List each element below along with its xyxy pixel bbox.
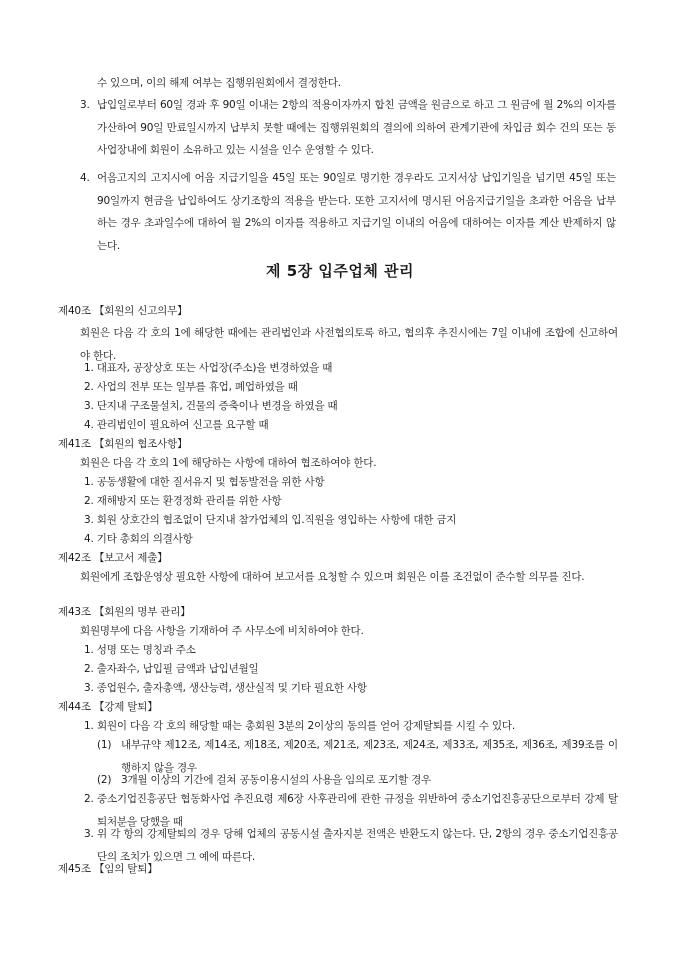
sub-item-text: 3개월 이상의 기간에 걸쳐 공동이용시설의 사용을 임의로 포기할 경우 — [121, 774, 431, 786]
continuation-text: 수 있으며, 이의 해제 여부는 집행위원회에서 결정한다. — [97, 77, 341, 89]
list-item: 2. 출자좌수, 납입필 금액과 납입년월일 — [84, 663, 259, 675]
chapter-title: 제 5장 입주업체 관리 — [265, 262, 415, 280]
list-item: 3. 회원 상호간의 협조없이 단지내 참가업체의 입.직원을 영입하는 사항에 대한 금지 — [84, 514, 457, 526]
list-item: 2. 재해방지 또는 환경정화 관리를 위한 사항 — [84, 495, 282, 507]
article-heading: 제44조 【강제 탈퇴】 — [58, 701, 158, 713]
list-item: 2. 사업의 전부 또는 일부를 휴업, 폐업하였을 때 — [84, 381, 298, 393]
list-item-text: 중소기업진흥공단 협동화사업 추진요령 제6장 사후관리에 관한 규정을 위반하여 중소기업진흥공단으로부터 강제 탈퇴처분을 당했을 때 — [97, 793, 618, 828]
list-item-text: 위 각 항의 강제탈퇴의 경우 당해 업체의 공동시설 출자지분 전액은 반환도지 않는다. 단, 2항의 경우 중소기업진흥공단의 조치가 있으면 그 예에 따른다. — [97, 828, 618, 863]
list-number: 3. — [84, 828, 94, 840]
sub-item-text: 내부규약 제12조, 제14조, 제18조, 제20조, 제21조, 제23조, 제24조, 제33조, 제35조, 제36조, 제39조를 이행하지 않을 경우 — [121, 739, 618, 774]
article-heading: 제42조 【보고서 제출】 — [58, 552, 168, 564]
sub-item-number: (1) — [97, 739, 112, 751]
list-item-4 — [80, 167, 616, 257]
article-intro: 회원에게 조합운영상 필요한 사항에 대하여 보고서를 요청할 수 있으며 회원은 이를 조건없이 준수할 의무를 진다. — [80, 571, 585, 583]
list-item: 3. 종업원수, 출자총액, 생산능력, 생산실적 및 기타 필요한 사항 — [84, 682, 367, 694]
list-item-3 — [80, 94, 616, 162]
article-intro: 회원명부에 다음 사항을 기재하여 주 사무소에 비치하여야 한다. — [80, 625, 364, 637]
list-number: 3. — [80, 99, 90, 111]
list-item: 1. 성명 또는 명칭과 주소 — [84, 644, 196, 656]
article-heading: 제40조 【회원의 신고의무】 — [58, 305, 188, 317]
list-item-3 — [84, 823, 618, 868]
list-item-text: 납입일로부터 60일 경과 후 90일 이내는 2항의 적용이자까지 합친 금액을 원금으로 하고 그 원금에 월 2%의 이자를 가산하여 90일 만료일시까지 납부치 못할 때에는 집행위원회의 결의에 의하여 관계기관에 차입금 회수 건의 또는 동 사업장내에 회원이 소유하고 있는 시설을 인수 운영할 수 있다. — [97, 99, 616, 156]
list-item: 1. 공동생활에 대한 질서유지 및 협동발전을 위한 사항 — [84, 476, 325, 488]
article-heading: 제45조 【임의 탈퇴】 — [58, 863, 158, 875]
list-item: 4. 기타 총회의 의결사항 — [84, 533, 193, 545]
list-item: 4. 관리법인이 필요하여 신고를 요구할 때 — [84, 419, 269, 431]
list-item-text: 어음고지의 고지시에 어음 지급기일을 45일 또는 90일로 명기한 경우라도 고지서상 납입기일을 넘기면 45일 또는 90일까지 현금을 납입하여도 상기조항의 적용을 받는다. 또한 고지서에 명시된 어음지급기일을 초과한 어음을 납부하는 경우 초과일수에 대하여 월 2%의 이자를 적용하고 지급기일 이내의 어음에 대하여는 이자를 계산 반제하지 않는다. — [97, 172, 616, 252]
list-item-text: 회원이 다음 각 호의 해당할 때는 총회원 3분의 2이상의 동의를 얻어 강제탈퇴를 시킬 수 있다. — [97, 720, 515, 732]
article-heading: 제41조 【회원의 협조사항】 — [58, 438, 188, 450]
list-item: 3. 단지내 구조물설치, 건물의 증축이나 변경을 하였을 때 — [84, 400, 338, 412]
list-item: 1. 대표자, 공장상호 또는 사업장(주소)을 변경하였을 때 — [84, 362, 333, 374]
list-number: 2. — [84, 793, 94, 805]
article-heading: 제43조 【회원의 명부 관리】 — [58, 606, 191, 618]
list-number: 1. — [84, 720, 94, 732]
sub-item-number: (2) — [97, 774, 112, 786]
list-number: 4. — [80, 172, 90, 184]
article-intro: 회원은 다음 각 호의 1에 해당한 때에는 관리법인과 사전협의토록 하고, 협의후 추진시에는 7일 이내에 조합에 신고하여야 한다. — [80, 327, 618, 362]
article-intro: 회원은 다음 각 호의 1에 해당하는 사항에 대하여 협조하여야 한다. — [80, 457, 377, 469]
